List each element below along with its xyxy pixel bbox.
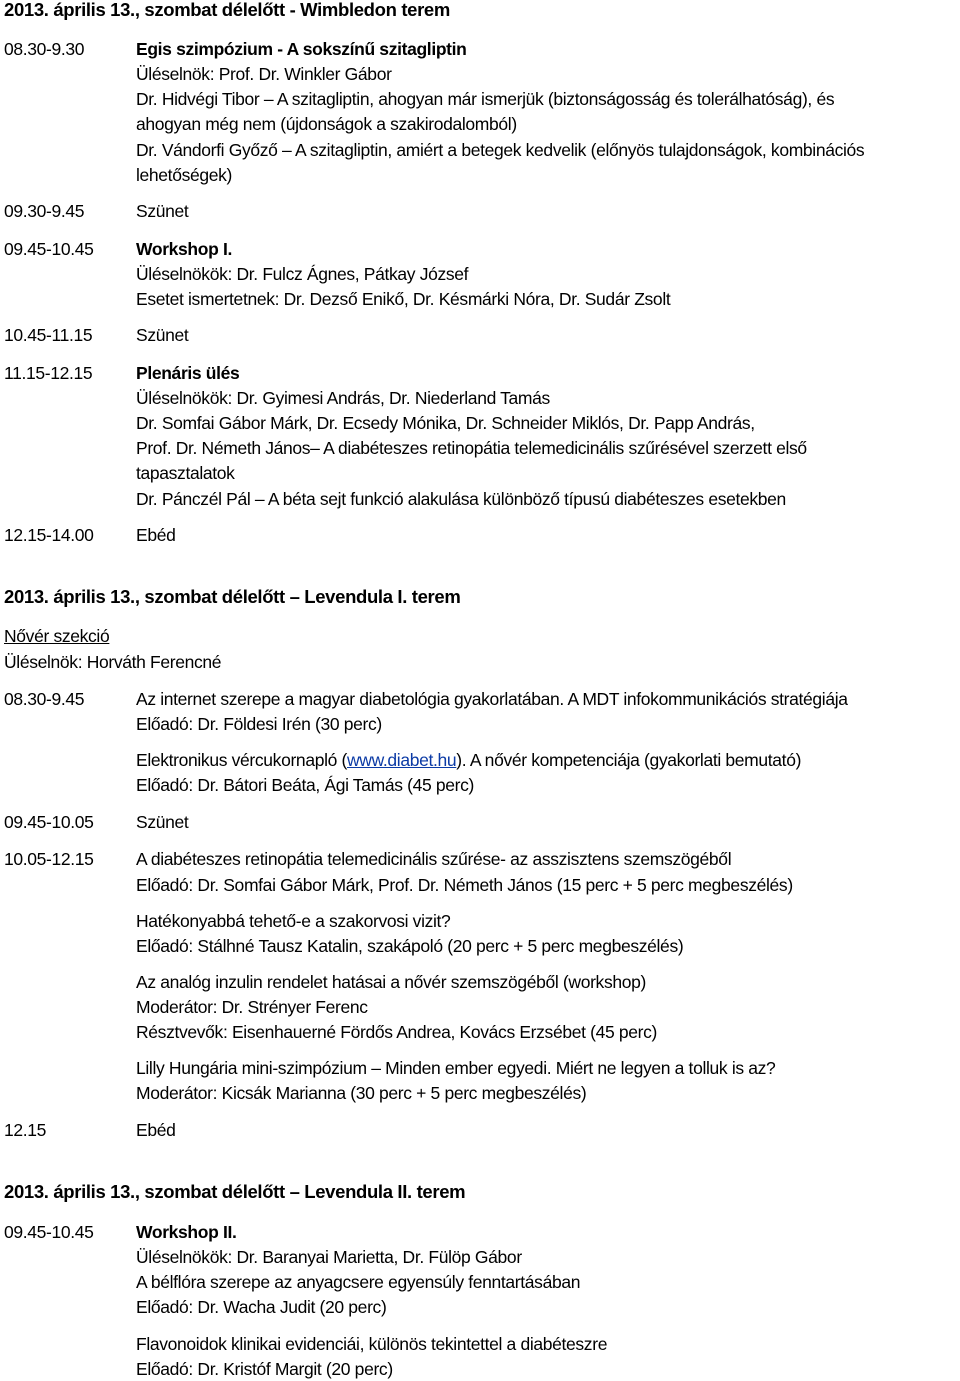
talk-line: Az analóg inzulin rendelet hatásai a nővér szemszögéből (workshop) — [136, 972, 646, 992]
session-title: Szünet — [136, 201, 189, 221]
talk-line: Dr. Pánczél Pál – A béta sejt funkció alakulása különböző típusú diabéteszes esetekben — [136, 489, 786, 509]
session-time: 12.15 — [4, 1120, 47, 1140]
talk-line-text: ). A nővér kompetenciája (gyakorlati bemutató) — [456, 750, 802, 770]
talk-line: Hatékonyabbá tehető-e a szakorvosi vizit? — [136, 911, 451, 931]
session-chair: Üléselnökök: Dr. Baranyai Marietta, Dr. Fülöp Gábor — [136, 1247, 522, 1267]
session-title: Ebéd — [136, 525, 176, 545]
session-title: Egis szimpózium - A sokszínű szitagliptin — [136, 39, 467, 59]
session-chair: Üléselnök: Prof. Dr. Winkler Gábor — [136, 64, 392, 84]
session-title: Szünet — [136, 812, 189, 832]
section-chair: Üléselnök: Horváth Ferencné — [4, 652, 222, 672]
session-chair: Üléselnökök: Dr. Fulcz Ágnes, Pátkay József — [136, 264, 469, 284]
session-title: Szünet — [136, 325, 189, 345]
session-time: 10.45-11.15 — [4, 325, 93, 345]
talk-line: Flavonoidok klinikai evidenciái, különös tekintettel a diabéteszre — [136, 1334, 608, 1354]
talk-line — [136, 749, 801, 771]
talk-line: ahogyan még nem (újdonságok a szakirodalomból) — [136, 114, 517, 134]
talk-line: Dr. Vándorfi Győző – A szitagliptin, amiért a betegek kedvelik (előnyös tulajdonságok, kombinációs — [136, 140, 865, 160]
talk-line: Prof. Dr. Németh János– A diabéteszes retinopátia telemedicinális szűrésével szerzett első — [136, 438, 807, 458]
session-time: 12.15-14.00 — [4, 525, 94, 545]
talk-line: Az internet szerepe a magyar diabetológia gyakorlatában. A MDT infokommunikációs stratégiája — [136, 689, 848, 709]
session-time: 09.45-10.05 — [4, 812, 94, 832]
session-time: 08.30-9.30 — [4, 39, 85, 59]
talk-line: Dr. Somfai Gábor Márk, Dr. Ecsedy Mónika, Dr. Schneider Miklós, Dr. Papp András, — [136, 413, 755, 433]
talk-line: A bélflóra szerepe az anyagcsere egyensúly fenntartásában — [136, 1272, 581, 1292]
session-title: Workshop II. — [136, 1222, 237, 1242]
session-chair: Üléselnökök: Dr. Gyimesi András, Dr. Niederland Tamás — [136, 388, 550, 408]
talk-presenter: Előadó: Stálhné Tausz Katalin, szakápoló (20 perc + 5 perc megbeszélés) — [136, 936, 684, 956]
section-heading-wimbledon: 2013. április 13., szombat délelőtt - Wimbledon terem — [4, 0, 450, 20]
talk-presenter: Előadó: Dr. Somfai Gábor Márk, Prof. Dr. Németh János (15 perc + 5 perc megbeszélés) — [136, 875, 793, 895]
talk-moderator: Moderátor: Dr. Strényer Ferenc — [136, 997, 368, 1017]
session-time: 10.05-12.15 — [4, 849, 94, 869]
diabet-link[interactable]: www.diabet.hu — [347, 750, 457, 770]
talk-participants: Résztvevők: Eisenhauerné Fördős Andrea, Kovács Erzsébet (45 perc) — [136, 1022, 657, 1042]
talk-presenter: Előadó: Dr. Wacha Judit (20 perc) — [136, 1297, 387, 1317]
talk-presenter: Előadó: Dr. Földesi Irén (30 perc) — [136, 714, 382, 734]
section-heading-levendula-2: 2013. április 13., szombat délelőtt – Levendula II. terem — [4, 1181, 466, 1202]
session-time: 09.45-10.45 — [4, 239, 94, 259]
session-presenters: Esetet ismertetnek: Dr. Dezső Enikő, Dr. Késmárki Nóra, Dr. Sudár Zsolt — [136, 289, 671, 309]
talk-presenter: Előadó: Dr. Bátori Beáta, Ági Tamás (45 perc) — [136, 775, 474, 795]
talk-line: A diabéteszes retinopátia telemedicinális szűrése- az asszisztens szemszögéből — [136, 849, 732, 869]
session-time: 11.15-12.15 — [4, 363, 93, 383]
talk-moderator: Moderátor: Kicsák Marianna (30 perc + 5 perc megbeszélés) — [136, 1083, 587, 1103]
talk-line: Dr. Hidvégi Tibor – A szitagliptin, ahogyan már ismerjük (biztonságosság és tolerálhatóság), és — [136, 89, 835, 109]
section-heading-levendula-1: 2013. április 13., szombat délelőtt – Levendula I. terem — [4, 586, 461, 607]
session-title: Plenáris ülés — [136, 363, 240, 383]
talk-line: lehetőségek) — [136, 165, 233, 185]
talk-line-text: Elektronikus vércukornapló ( — [136, 750, 347, 770]
talk-line: Lilly Hungária mini-szimpózium – Minden ember egyedi. Miért ne legyen a tolluk is az? — [136, 1058, 776, 1078]
session-time: 09.45-10.45 — [4, 1222, 94, 1242]
session-time: 09.30-9.45 — [4, 201, 85, 221]
talk-line: tapasztalatok — [136, 463, 235, 483]
talk-presenter: Előadó: Dr. Kristóf Margit (20 perc) — [136, 1359, 393, 1379]
session-title: Workshop I. — [136, 239, 232, 259]
session-time: 08.30-9.45 — [4, 689, 85, 709]
session-title: Ebéd — [136, 1120, 176, 1140]
section-subheading: Nővér szekció — [4, 626, 110, 646]
